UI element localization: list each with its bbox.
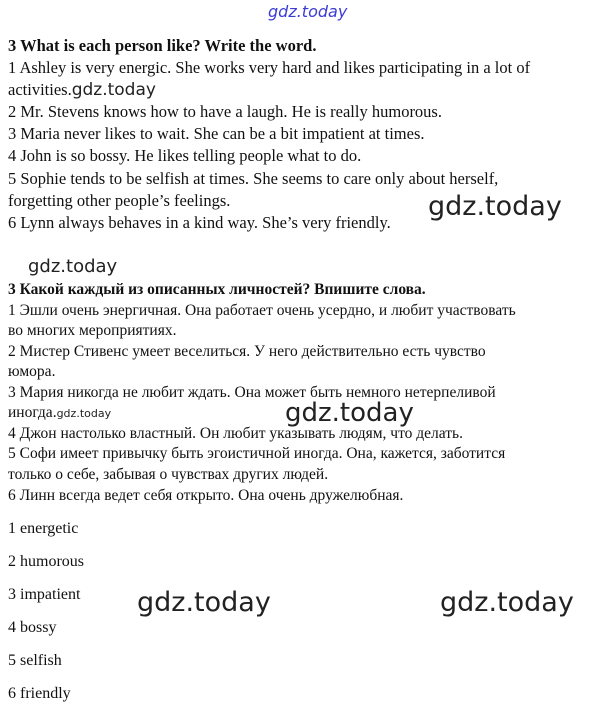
watermark-large-3: gdz.today <box>137 587 271 618</box>
watermark-large-2: gdz.today <box>285 398 414 428</box>
answer-3: 3 impatient <box>8 586 81 603</box>
answer-2: 2 humorous <box>8 553 84 570</box>
russian-line-5: 3 Мария никогда не любит ждать. Она может быть немного нетерпеливой <box>8 384 496 401</box>
russian-line-6-text: иногда. <box>8 404 57 421</box>
english-line-2-text: activities. <box>8 80 72 99</box>
russian-line-4: юмора. <box>8 363 56 380</box>
russian-line-7: 4 Джон настолько властный. Он любит указывать людям, что делать. <box>8 425 463 442</box>
english-heading: 3 What is each person like? Write the word. <box>8 36 317 55</box>
watermark-inline-1: gdz.today <box>71 80 156 100</box>
english-line-6: 5 Sophie tends to be selfish at times. She seems to care only about herself, <box>8 169 499 188</box>
english-line-3: 2 Mr. Stevens knows how to have a laugh. He is really humorous. <box>8 102 442 121</box>
english-line-7: forgetting other people’s feelings. <box>8 191 231 210</box>
watermark-top: gdz.today <box>268 2 348 21</box>
english-line-4: 3 Maria never likes to wait. She can be a bit impatient at times. <box>8 124 425 143</box>
answer-6: 6 friendly <box>8 685 71 702</box>
russian-line-1: 1 Эшли очень энергичная. Она работает очень усердно, и любит участвовать <box>8 302 516 319</box>
russian-line-3: 2 Мистер Стивенс умеет веселиться. У него действительно есть чувство <box>8 343 486 360</box>
english-line-2 <box>8 80 156 100</box>
watermark-medium-1: gdz.today <box>28 256 118 277</box>
watermark-large-1: gdz.today <box>428 191 562 222</box>
english-line-5: 4 John is so bossy. He likes telling people what to do. <box>8 146 362 165</box>
watermark-small-inline: gdz.today <box>56 407 112 420</box>
russian-line-2: во многих мероприятиях. <box>8 322 177 339</box>
russian-heading: 3 Какой каждый из описанных личностей? Впишите слова. <box>8 281 426 298</box>
russian-line-6 <box>8 403 111 423</box>
russian-line-8: 5 Софи имеет привычку быть эгоистичной иногда. Она, кажется, заботится <box>8 445 506 462</box>
answer-1: 1 energetic <box>8 520 79 537</box>
english-line-1: 1 Ashley is very energic. She works very hard and likes participating in a lot of <box>8 58 531 77</box>
russian-line-9: только о себе, забывая о чувствах других людей. <box>8 466 329 483</box>
answer-4: 4 bossy <box>8 619 57 636</box>
english-line-8: 6 Lynn always behaves in a kind way. She’s very friendly. <box>8 213 391 232</box>
watermark-large-4: gdz.today <box>440 587 574 618</box>
russian-line-10: 6 Линн всегда ведет себя открыто. Она очень дружелюбная. <box>8 487 404 504</box>
answer-5: 5 selfish <box>8 652 62 669</box>
